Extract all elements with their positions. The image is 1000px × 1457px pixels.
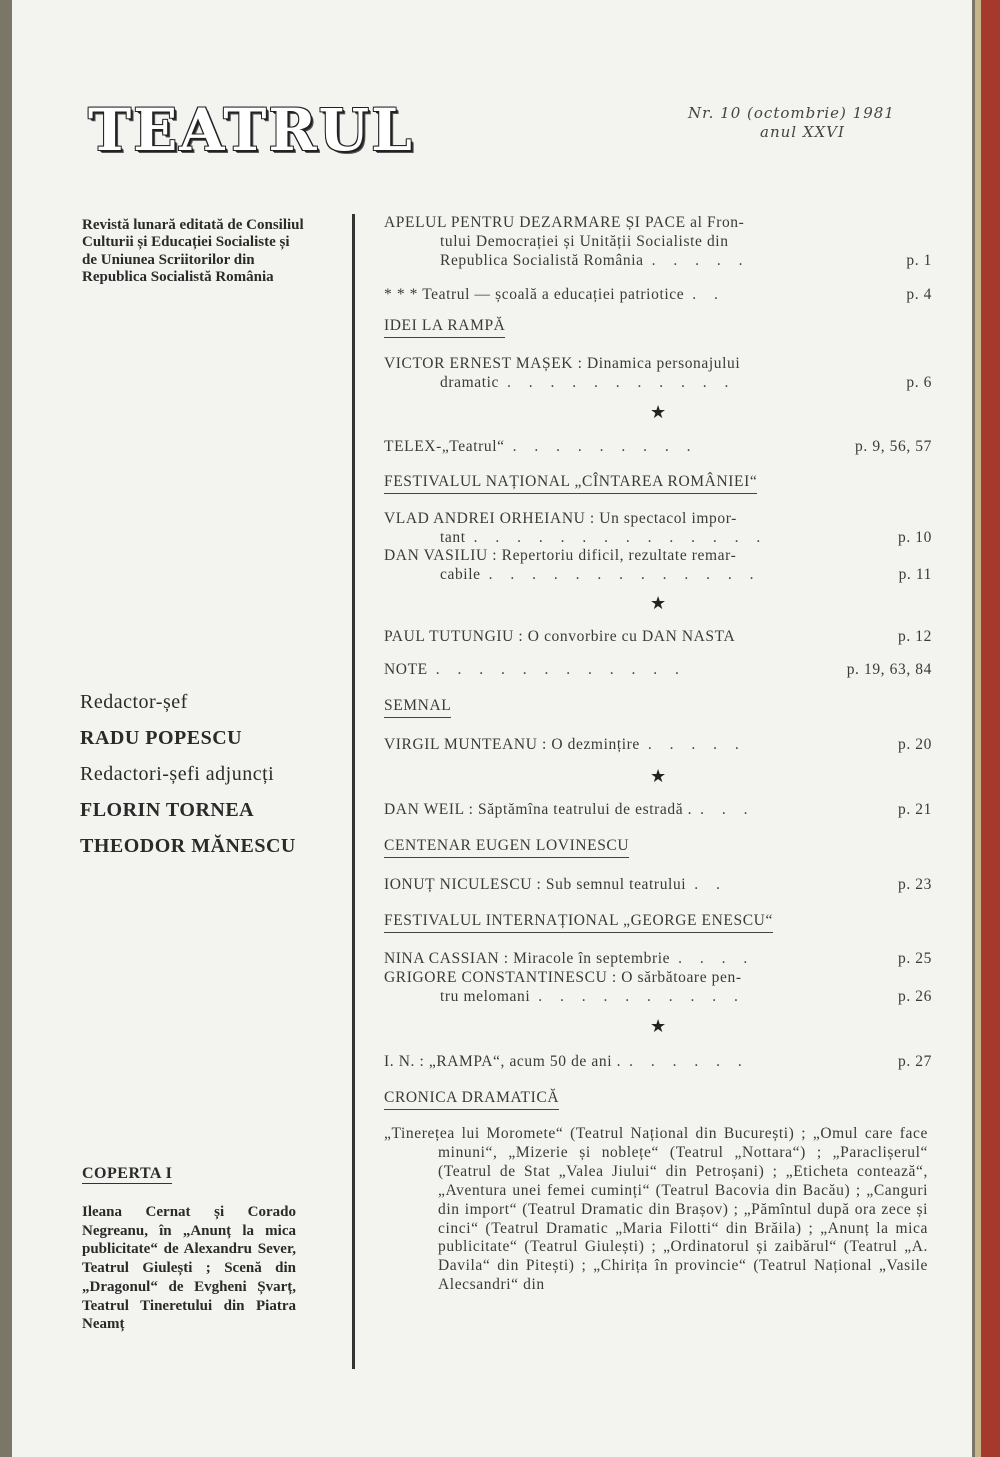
book-binding-edge [975,0,1000,1457]
toc-line: DAN VASILIU : Repertoriu dificil, rezultate remar- [384,547,737,564]
toc-line: DAN WEIL : Săptămîna teatrului de estradă . [384,801,693,818]
star-icon: ★ [650,593,667,613]
toc-entry: * * * Teatrul — școală a educației patriotice . . p. 4 [384,286,932,303]
editorial-staff [80,684,340,864]
editor-name: RADU POPESCU [80,727,243,749]
section-heading: SEMNAL [384,697,451,718]
toc-entry: NOTE . . . . . . . . . . . . p. 19, 63, 84 [384,661,932,678]
issue-number: Nr. 10 (octombrie) 1981 [688,104,895,122]
deputy-name: FLORIN TORNEA [80,799,255,821]
issue-year: anul XXVI [760,123,845,141]
masthead-logo: TEATRUL [88,96,414,164]
toc-entry: DAN WEIL : Săptămîna teatrului de estradă . . . . p. 21 [384,801,932,818]
toc-page: p. 25 [898,950,932,967]
toc-entry [384,627,932,646]
toc-entry: DAN VASILIU : Repertoriu dificil, rezultate remar- cabile . . . . . . . . . . . . . p. 11 [384,547,932,583]
toc-page: p. 4 [906,286,932,303]
toc-line: APELUL PENTRU DEZARMARE ȘI PACE al Fron- [384,214,745,231]
toc-line: tului Democrației și Unității Socialiste din [440,233,729,250]
section-heading: CRONICA DRAMATICĂ [384,1089,559,1110]
toc-line: NINA CASSIAN : Miracole în septembrie [384,950,671,967]
section-heading: FESTIVALUL NAȚIONAL „CÎNTAREA ROMÂNIEI“ [384,473,757,494]
toc-entry: I. N. : „RAMPA“, acum 50 de ani . . . . . . . p. 27 [384,1053,932,1070]
toc-line: PAUL TUTUNGIU : O convorbire cu DAN NASTA [384,628,736,645]
toc-page: p. 9, 56, 57 [855,438,932,455]
toc-entry: IONUȚ NICULESCU : Sub semnul teatrului . . p. 23 [384,876,932,893]
toc-page: p. 10 [898,529,932,546]
toc-line: VICTOR ERNEST MAȘEK : Dinamica personajului [384,355,741,372]
star-icon: ★ [650,1016,667,1036]
chronicle-text: „Tinerețea lui Moromete“ (Teatrul Național din București) ; „Omul care face minuni“, „Mizerie și noblețe“ (Teatrul „Nottara“) ; „Paraclișerul“ (Teatrul de Stat „Valea Jiului“ din Petroșani) ; „Eticheta contează“, „Aventura unei femei cuminți“ (Teatrul Bacovia din Bacău) ; „Canguri din import“ (Teatrul Dramatic din Brașov) ; „Pămîntul după ora zece și cinci“ (Teatrul Dramatic „Maria Filotti“ din Brăila) ; „Anunț la mica publicitate“ (Teatrul Giulești) ; „Ordinatorul și zaibărul“ (Teatrul „A. Davila“ din Pitești) ; „Chirița în provincie“ (Teatrul Național „Vasile Alecsandri“ din [384,1125,928,1294]
toc-line: cabile [440,566,481,583]
toc-page: p. 23 [898,876,932,893]
toc-page: p. 11 [898,566,932,583]
toc-line: NOTE [384,661,428,678]
deputy-name: THEODOR MĂNESCU [80,835,296,857]
toc-page: p. 26 [898,988,932,1005]
toc-entry: VIRGIL MUNTEANU : O dezmințire . . . . . p. 20 [384,736,932,753]
toc-line: tru melomani [440,988,531,1005]
section-heading: CENTENAR EUGEN LOVINESCU [384,837,629,858]
toc-line: I. N. : „RAMPA“, acum 50 de ani . [384,1053,622,1070]
toc-line: tant [440,529,466,546]
toc-line: VIRGIL MUNTEANU : O dezmințire [384,736,640,753]
toc-page: p. 20 [898,736,932,753]
toc-entry: VLAD ANDREI ORHEIANU : Un spectacol impor- tant . . . . . . . . . . . . . . p. 10 [384,510,932,546]
section-heading: IDEI LA RAMPĂ [384,317,505,338]
toc-line: VLAD ANDREI ORHEIANU : Un spectacol impor- [384,510,737,527]
toc-page: p. 19, 63, 84 [846,661,932,678]
publisher-description: Revistă lunară editată de Consiliul Culturii și Educației Socialiste și de Uniunea Scriitorilor din Republica Socialistă România [82,217,304,286]
toc-entry: NINA CASSIAN : Miracole în septembrie . . . . p. 25 [384,950,932,967]
toc-page: p. 6 [906,374,932,391]
toc-line: Republica Socialistă România [440,252,644,269]
toc-entry: GRIGORE CONSTANTINESCU : O sărbătoare pen- tru melomani . . . . . . . . . . p. 26 [384,969,932,1005]
toc-page: p. 12 [898,628,932,645]
star-icon: ★ [650,766,667,786]
toc-page: p. 27 [898,1053,932,1070]
toc-entry: APELUL PENTRU DEZARMARE ȘI PACE al Fron- tului Democrației și Unității Socialiste din Republica Socialistă România . . . . . p. 1 [384,214,932,269]
toc-page: p. 1 [906,252,932,269]
column-divider [352,214,355,1369]
deputies-label: Redactori-șefi adjuncți [80,763,275,785]
toc-line: TELEX-„Teatrul“ [384,438,505,455]
cover-title: COPERTA I [82,1165,173,1182]
toc-line: IONUȚ NICULESCU : Sub semnul teatrului [384,876,687,893]
toc-line: dramatic [440,374,500,391]
star-icon: ★ [650,402,667,422]
cover-description: Ileana Cernat și Corado Negreanu, în „Anunț la mica publicitate“ de Alexandru Sever, Teatrul Giulești ; Scenă din „Dragonul“ de Evgheni Șvarț, Teatrul Tineretului din Piatra Neamț [82,1204,296,1333]
toc-entry: VICTOR ERNEST MAȘEK : Dinamica personajului dramatic . . . . . . . . . . . p. 6 [384,355,932,391]
toc-line: * * * Teatrul — școală a educației patriotice [384,286,685,303]
section-heading: FESTIVALUL INTERNAȚIONAL „GEORGE ENESCU“ [384,912,773,933]
editor-label: Redactor-șef [80,691,188,713]
toc-page: p. 21 [898,801,932,818]
toc-line: GRIGORE CONSTANTINESCU : O sărbătoare pen- [384,969,742,986]
issue-info [688,104,933,142]
toc-entry: TELEX-„Teatrul“ . . . . . . . . . p. 9, 56, 57 [384,438,932,455]
